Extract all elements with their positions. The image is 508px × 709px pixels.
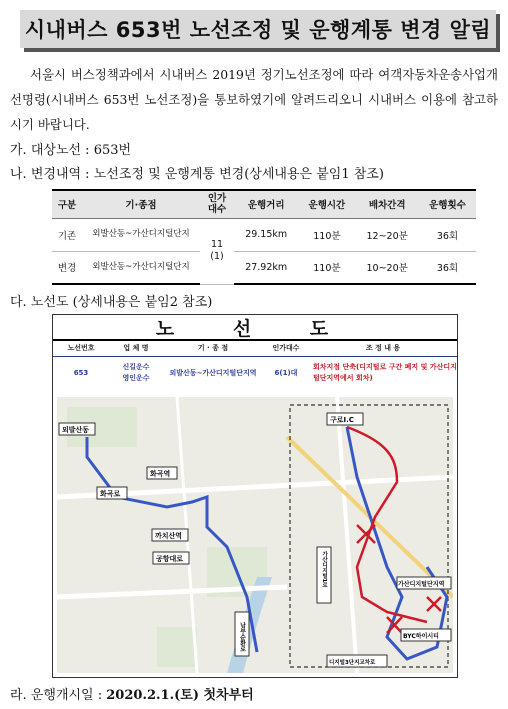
header-section: 기·종점 <box>82 190 200 218</box>
item-change-details: 나. 변경내역 : 노선조정 및 운행계통 변경(상세내용은 붙임1 참조) <box>10 167 384 182</box>
rt-header-number: 노선번호 <box>53 341 109 356</box>
header-interval: 배차간격 <box>355 190 419 218</box>
row-count: 36회 <box>419 218 476 251</box>
label-gasan-station: 가산디지털단지역 <box>398 581 445 588</box>
header-type: 구분 <box>52 190 82 218</box>
label-hwagok-rotary: 화곡로 <box>100 490 121 498</box>
notice-title: 시내버스 653번 노선조정 및 운행계통 변경 알림 <box>20 10 496 48</box>
row-distance: 27.92km <box>234 251 298 284</box>
header-count: 운행횟수 <box>419 190 476 218</box>
intro-text: 서울시 버스정책과에서 시내버스 2019년 정기노선조정에 따라 여객자동차운송사업개선명령(시내버스 653번 노선조정)을 통보하였기에 알려드리오니 시내버스 이용에 참고하시기 바랍니다. <box>10 67 498 132</box>
start-date <box>10 684 254 703</box>
route-info-header <box>53 341 457 356</box>
route-info-table <box>53 341 457 390</box>
row-distance: 29.15km <box>234 218 298 251</box>
route-map-svg <box>57 397 453 673</box>
row-section: 외발산동~가산디지털단지 <box>82 251 200 284</box>
label-gonghang: 공항대로 <box>156 555 184 563</box>
rt-number: 653 <box>73 369 89 378</box>
rt-header-company: 업 체 명 <box>109 341 163 356</box>
label-kkachisan: 까치산역 <box>155 532 183 540</box>
table-row <box>52 251 476 284</box>
label-hwagok: 화곡역 <box>150 470 171 478</box>
row-type: 기존 <box>52 218 82 251</box>
table-row <box>52 218 476 251</box>
route-map-image <box>57 397 453 673</box>
item-route-map: 다. 노선도 (상세내용은 붙임2 참조) <box>10 295 213 310</box>
label-digital-crossroad: 디지털3단지교차로 <box>329 660 376 666</box>
start-date-prefix: 라. 운행개시일 : <box>10 688 107 703</box>
header-distance: 운행거리 <box>234 190 298 218</box>
header-time: 운행시간 <box>298 190 355 218</box>
row-time: 110분 <box>298 218 355 251</box>
header-vehicles: 인가 대수 <box>200 190 234 218</box>
route-info-row <box>53 356 457 390</box>
schedule-table <box>52 189 476 285</box>
rt-header-vehicles: 인가대수 <box>263 341 309 356</box>
row-interval: 10~20분 <box>355 251 419 284</box>
item-target-route: 가. 대상노선 : 653번 <box>10 143 132 158</box>
route-map-figure <box>52 314 458 678</box>
rt-header-section: 기 · 종 점 <box>163 341 263 356</box>
label-start: 외발산동 <box>62 426 90 434</box>
label-guro-ic: 구로I.C <box>330 416 354 424</box>
label-namburo: 남부순환로 <box>238 622 246 652</box>
schedule-header-row <box>52 190 476 218</box>
row-section: 외발산동~가산디지털단지 <box>82 218 200 251</box>
rt-vehicles: 6(1)대 <box>274 369 298 378</box>
rt-company: 신길운수 영인운수 <box>122 363 150 383</box>
row-vehicles: 11 (1) <box>200 218 234 284</box>
row-interval: 12~20분 <box>355 218 419 251</box>
intro-paragraph <box>10 62 498 137</box>
rt-section: 외발산동~가산디지털단지역 <box>169 369 257 378</box>
row-count: 36회 <box>419 251 476 284</box>
rt-header-adjustment: 조 정 내 용 <box>309 341 457 356</box>
start-date-value: 2020.2.1.(토) 첫차부터 <box>106 688 254 703</box>
label-byc: BYC하이시티 <box>403 633 439 640</box>
label-digital-ro: 가산디지털1로 <box>321 551 327 588</box>
row-type: 변경 <box>52 251 82 284</box>
route-map-heading: 노 선 도 <box>53 315 457 341</box>
rt-adjustment: 회차지점 단축(디지털로 구간 폐지 및 가산디지털단지역에서 회차) <box>313 363 457 383</box>
row-time: 110분 <box>298 251 355 284</box>
